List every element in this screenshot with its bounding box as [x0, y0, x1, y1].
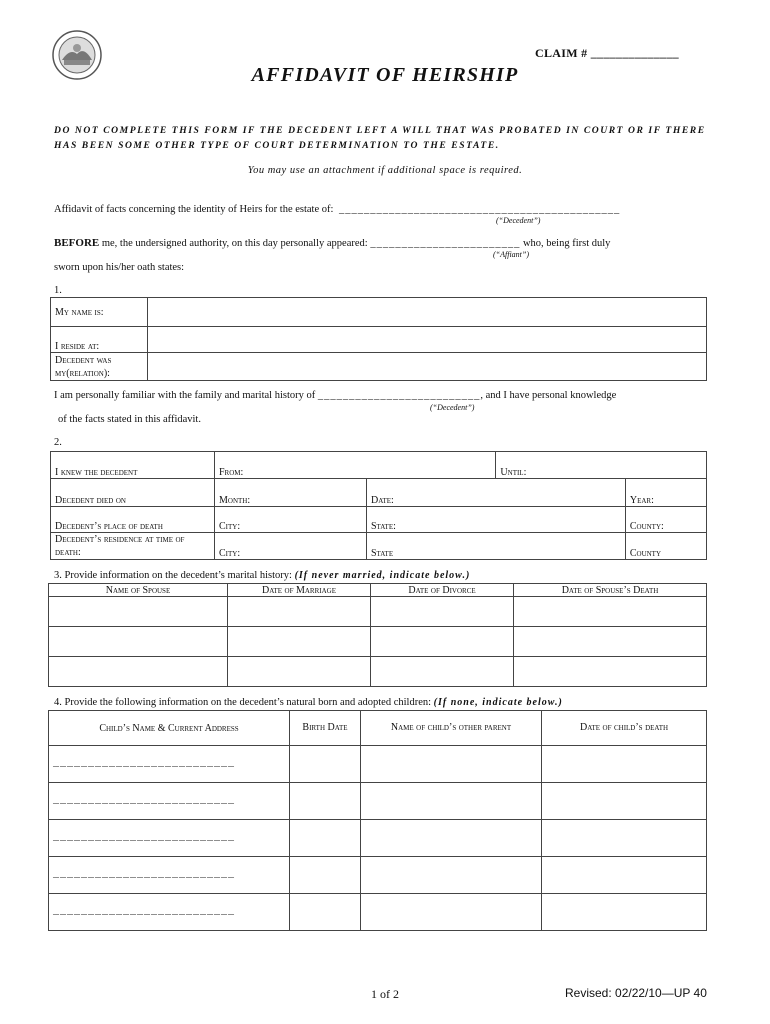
from-field[interactable]: From: — [215, 452, 496, 479]
estate-text: Affidavit of facts concerning the identity of Heirs for the estate of: — [54, 204, 334, 215]
before-end: who, being first duly — [522, 238, 611, 249]
res-county-field[interactable]: County — [625, 533, 706, 560]
familiar-end: , and I have personal knowledge — [480, 390, 617, 401]
claim-number-field[interactable]: CLAIM # ______________ — [535, 46, 679, 60]
year-field[interactable]: Year: — [625, 479, 706, 507]
section3-prompt: 3. Provide information on the decedent’s marital history: — [54, 570, 292, 581]
header-birth-date: Birth Date — [290, 711, 361, 746]
table-row — [49, 657, 707, 687]
before-label: BEFORE — [54, 237, 100, 249]
reside-field[interactable] — [148, 327, 707, 353]
header-divorce-date: Date of Divorce — [371, 584, 514, 597]
relation-field[interactable] — [148, 353, 707, 381]
header-spouse-death: Date of Spouse’s Death — [514, 584, 707, 597]
marital-table — [48, 583, 707, 687]
estate-blank[interactable]: _____________________________________________ — [339, 204, 621, 215]
died-label: Decedent died on — [51, 479, 215, 507]
affiant-caption: (“Affiant”) — [493, 250, 530, 259]
my-name-label: My name is: — [51, 298, 148, 327]
child-name-field[interactable]: __________________________ — [49, 783, 290, 820]
table-row — [49, 894, 707, 931]
child-name-field[interactable]: __________________________ — [49, 820, 290, 857]
table-row — [49, 857, 707, 894]
until-field[interactable]: Until: — [496, 452, 707, 479]
table-row — [49, 746, 707, 783]
table-row — [49, 627, 707, 657]
section2-table — [50, 451, 707, 560]
familiar-caption: (“Decedent”) — [430, 403, 475, 412]
section4-prompt: 4. Provide the following information on the decedent’s natural born and adopted children: — [54, 697, 432, 708]
header-child-death: Date of child’s death — [542, 711, 707, 746]
relation-label: Decedent was my(relation): — [51, 353, 148, 381]
revision-label: Revised: 02/22/10—UP 40 — [565, 986, 707, 1000]
decedent-caption: (“Decedent”) — [496, 216, 541, 225]
place-label: Decedent’s place of death — [51, 507, 215, 533]
child-name-field[interactable]: __________________________ — [49, 746, 290, 783]
attachment-note: You may use an attachment if additional space is required. — [247, 165, 523, 176]
affiant-blank[interactable]: ________________________ — [370, 238, 521, 249]
table-row — [49, 597, 707, 627]
place-state-field[interactable]: State: — [367, 507, 626, 533]
residence-label: Decedent’s residence at time of death: — [51, 533, 215, 560]
section1-number: 1. — [54, 285, 62, 296]
header-child-name: Child’s Name & Current Address — [49, 711, 290, 746]
header-spouse-name: Name of Spouse — [49, 584, 228, 597]
section2-number: 2. — [54, 437, 62, 448]
month-field[interactable]: Month: — [215, 479, 367, 507]
children-table — [48, 710, 707, 931]
facts-text: of the facts stated in this affidavit. — [58, 414, 201, 425]
sworn-text: sworn upon his/her oath states: — [54, 262, 185, 273]
my-name-field[interactable] — [148, 298, 707, 327]
familiar-text: I am personally familiar with the family and marital history of — [54, 390, 316, 401]
page-number: 1 of 2 — [371, 987, 399, 1001]
warning-text: DO NOT COMPLETE THIS FORM IF THE DECEDENT LEFT A WILL THAT WAS PROBATED IN COURT OR IF THERE HAS BEEN SOME OTHER TYPE OF COURT DETERMINATION TO THE ESTATE. — [54, 125, 706, 151]
section4-note: (If none, indicate below.) — [433, 697, 563, 708]
header-other-parent: Name of child’s other parent — [361, 711, 542, 746]
table-row — [49, 783, 707, 820]
familiar-blank[interactable]: __________________________ — [317, 390, 481, 401]
res-state-field[interactable]: State — [367, 533, 626, 560]
place-city-field[interactable]: City: — [215, 507, 367, 533]
reside-label: I reside at: — [51, 327, 148, 353]
date-field[interactable]: Date: — [367, 479, 626, 507]
child-name-field[interactable]: __________________________ — [49, 894, 290, 931]
knew-label: I knew the decedent — [51, 452, 215, 479]
section3-note: (If never married, indicate below.) — [294, 570, 471, 581]
before-text: me, the undersigned authority, on this day personally appeared: — [99, 238, 368, 249]
page-title: AFFIDAVIT OF HEIRSHIP — [251, 64, 519, 86]
res-city-field[interactable]: City: — [215, 533, 367, 560]
child-name-field[interactable]: __________________________ — [49, 857, 290, 894]
place-county-field[interactable]: County: — [625, 507, 706, 533]
header-marriage-date: Date of Marriage — [228, 584, 371, 597]
section1-table — [50, 297, 707, 381]
table-row — [49, 820, 707, 857]
